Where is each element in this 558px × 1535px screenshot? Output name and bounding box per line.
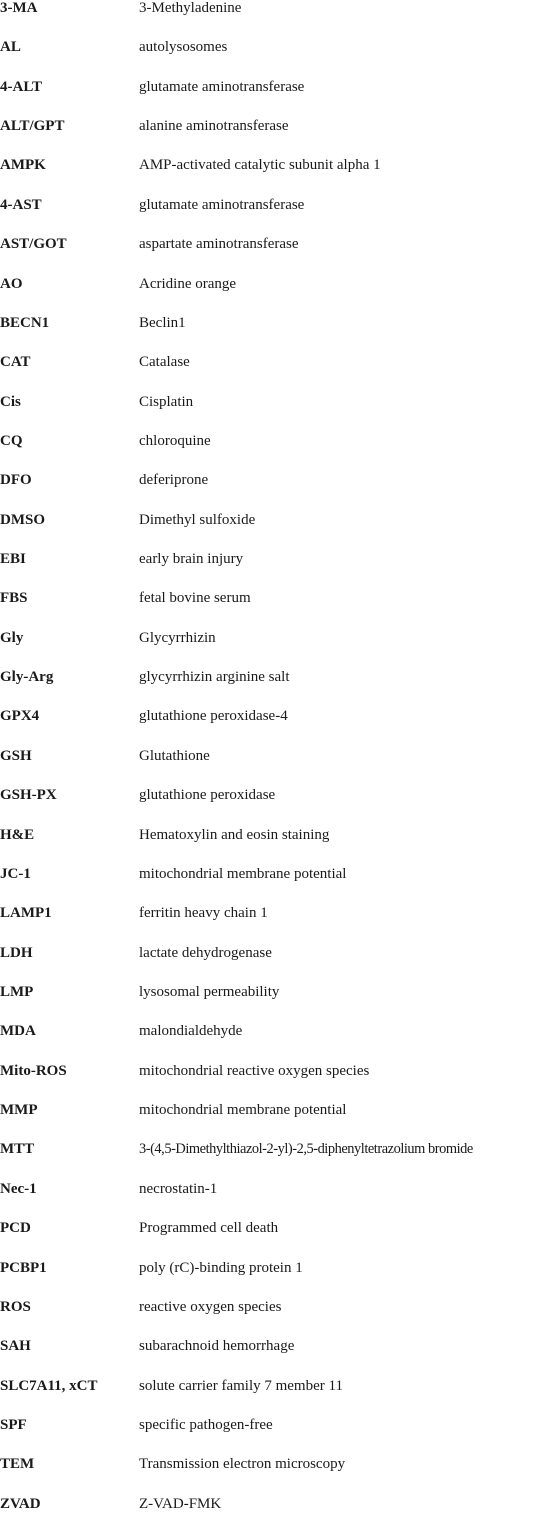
abbreviation-definition: Hematoxylin and eosin staining xyxy=(139,826,330,843)
abbreviation-term: Mito-ROS xyxy=(0,1062,67,1079)
abbreviation-term: DFO xyxy=(0,472,32,489)
abbreviation-term: CAT xyxy=(0,354,31,371)
abbreviation-definition: chloroquine xyxy=(139,432,211,449)
abbreviation-definition: AMP-activated catalytic subunit alpha 1 xyxy=(139,157,381,174)
abbreviation-row xyxy=(0,748,558,787)
abbreviation-row xyxy=(0,433,558,472)
abbreviation-term: FBS xyxy=(0,590,28,607)
abbreviation-definition: lysosomal permeability xyxy=(139,983,280,1000)
abbreviation-term: 4-ALT xyxy=(0,78,42,95)
abbreviation-term: MTT xyxy=(0,1141,35,1158)
abbreviation-term: EBI xyxy=(0,551,26,568)
abbreviation-row xyxy=(0,1456,558,1495)
abbreviation-definition: aspartate aminotransferase xyxy=(139,236,299,253)
abbreviation-definition: Cisplatin xyxy=(139,393,194,410)
abbreviation-row xyxy=(0,354,558,393)
abbreviation-term: MMP xyxy=(0,1102,38,1119)
abbreviation-row xyxy=(0,472,558,511)
abbreviation-definition: 3-Methyladenine xyxy=(139,0,242,16)
abbreviation-term: Gly xyxy=(0,629,24,646)
abbreviation-row xyxy=(0,1496,558,1535)
abbreviation-term: TEM xyxy=(0,1456,35,1473)
abbreviation-row xyxy=(0,39,558,78)
abbreviation-term: Nec-1 xyxy=(0,1180,37,1197)
abbreviation-row xyxy=(0,79,558,118)
abbreviation-term: AL xyxy=(0,39,21,56)
abbreviation-definition: Acridine orange xyxy=(139,275,237,292)
abbreviation-row xyxy=(0,236,558,275)
abbreviation-row xyxy=(0,157,558,196)
abbreviation-row xyxy=(0,708,558,747)
abbreviation-definition: Programmed cell death xyxy=(139,1220,279,1237)
abbreviation-definition: Dimethyl sulfoxide xyxy=(139,511,256,528)
abbreviation-row xyxy=(0,1220,558,1259)
abbreviation-definition: subarachnoid hemorrhage xyxy=(139,1338,295,1355)
abbreviation-definition: poly (rC)-binding protein 1 xyxy=(139,1259,303,1276)
abbreviation-row xyxy=(0,1417,558,1456)
abbreviation-definition: ferritin heavy chain 1 xyxy=(139,905,268,922)
abbreviation-term: Cis xyxy=(0,393,21,410)
abbreviation-definition: specific pathogen-free xyxy=(139,1416,273,1433)
abbreviation-row xyxy=(0,0,558,39)
abbreviation-term: MDA xyxy=(0,1023,36,1040)
abbreviation-term: AO xyxy=(0,275,23,292)
abbreviation-definition: mitochondrial membrane potential xyxy=(139,1102,347,1119)
abbreviation-term: GSH xyxy=(0,747,32,764)
abbreviation-term: ZVAD xyxy=(0,1495,41,1512)
abbreviation-term: SLC7A11, xCT xyxy=(0,1377,98,1394)
abbreviation-definition: Catalase xyxy=(139,354,190,371)
abbreviation-row xyxy=(0,669,558,708)
abbreviation-definition: necrostatin-1 xyxy=(139,1180,218,1197)
abbreviation-term: LMP xyxy=(0,983,34,1000)
abbreviation-term: LAMP1 xyxy=(0,905,52,922)
abbreviation-row xyxy=(0,394,558,433)
abbreviation-term: GSH-PX xyxy=(0,787,57,804)
abbreviation-definition: Z-VAD-FMK xyxy=(139,1495,222,1512)
abbreviation-term: 4-AST xyxy=(0,196,42,213)
abbreviation-definition: glutamate aminotransferase xyxy=(139,78,305,95)
abbreviation-definition: deferiprone xyxy=(139,472,209,489)
abbreviation-row xyxy=(0,276,558,315)
abbreviation-term: 3-MA xyxy=(0,0,38,16)
abbreviation-row xyxy=(0,866,558,905)
abbreviation-definition: reactive oxygen species xyxy=(139,1298,282,1315)
abbreviation-row xyxy=(0,197,558,236)
abbreviation-row xyxy=(0,945,558,984)
abbreviation-definition: Beclin1 xyxy=(139,314,186,331)
abbreviation-definition: glycyrrhizin arginine salt xyxy=(139,669,290,686)
abbreviation-term: PCBP1 xyxy=(0,1259,47,1276)
abbreviation-term: SAH xyxy=(0,1338,31,1355)
abbreviation-term: DMSO xyxy=(0,511,45,528)
abbreviation-term: SPF xyxy=(0,1416,27,1433)
abbreviation-term: JC-1 xyxy=(0,865,31,882)
abbreviation-term: GPX4 xyxy=(0,708,40,725)
abbreviation-definition: early brain injury xyxy=(139,551,244,568)
abbreviation-row xyxy=(0,315,558,354)
abbreviation-term: AST/GOT xyxy=(0,236,67,253)
abbreviation-term: H&E xyxy=(0,826,35,843)
abbreviation-term: PCD xyxy=(0,1220,31,1237)
abbreviation-definition: alanine aminotransferase xyxy=(139,118,289,135)
abbreviation-term: ROS xyxy=(0,1298,31,1315)
abbreviation-definition: lactate dehydrogenase xyxy=(139,944,272,961)
abbreviation-row xyxy=(0,1378,558,1417)
abbreviation-definition: mitochondrial reactive oxygen species xyxy=(139,1062,370,1079)
abbreviation-definition: glutamate aminotransferase xyxy=(139,196,305,213)
abbreviation-row xyxy=(0,1181,558,1220)
abbreviation-row xyxy=(0,551,558,590)
abbreviation-row xyxy=(0,827,558,866)
abbreviation-row xyxy=(0,1338,558,1377)
abbreviation-row xyxy=(0,1141,558,1180)
abbreviation-row xyxy=(0,787,558,826)
abbreviation-term: BECN1 xyxy=(0,314,50,331)
abbreviation-row xyxy=(0,1063,558,1102)
abbreviation-row xyxy=(0,1102,558,1141)
abbreviation-definition: mitochondrial membrane potential xyxy=(139,865,347,882)
abbreviation-definition: fetal bovine serum xyxy=(139,590,251,607)
abbreviation-row xyxy=(0,630,558,669)
abbreviation-term: AMPK xyxy=(0,157,46,174)
abbreviation-row xyxy=(0,984,558,1023)
abbreviation-definition: glutathione peroxidase xyxy=(139,787,276,804)
abbreviation-definition: malondialdehyde xyxy=(139,1023,243,1040)
abbreviation-definition: 3-(4,5-Dimethylthiazol-2-yl)-2,5-diphenyltetrazolium bromide xyxy=(139,1141,473,1158)
abbreviation-definition: autolysosomes xyxy=(139,39,228,56)
abbreviation-definition: Glycyrrhizin xyxy=(139,629,216,646)
abbreviation-row xyxy=(0,590,558,629)
abbreviation-term: ALT/GPT xyxy=(0,118,65,135)
abbreviation-row xyxy=(0,118,558,157)
abbreviation-row xyxy=(0,1023,558,1062)
abbreviation-definition: Glutathione xyxy=(139,747,210,764)
abbreviation-definition: solute carrier family 7 member 11 xyxy=(139,1377,343,1394)
abbreviation-definition: Transmission electron microscopy xyxy=(139,1456,346,1473)
abbreviation-term: LDH xyxy=(0,944,33,961)
abbreviation-term: CQ xyxy=(0,432,23,449)
abbreviation-row xyxy=(0,905,558,944)
abbreviation-definition: glutathione peroxidase-4 xyxy=(139,708,288,725)
abbreviation-row xyxy=(0,1260,558,1299)
abbreviation-term: Gly-Arg xyxy=(0,669,54,686)
abbreviation-row xyxy=(0,512,558,551)
abbreviation-row xyxy=(0,1299,558,1338)
